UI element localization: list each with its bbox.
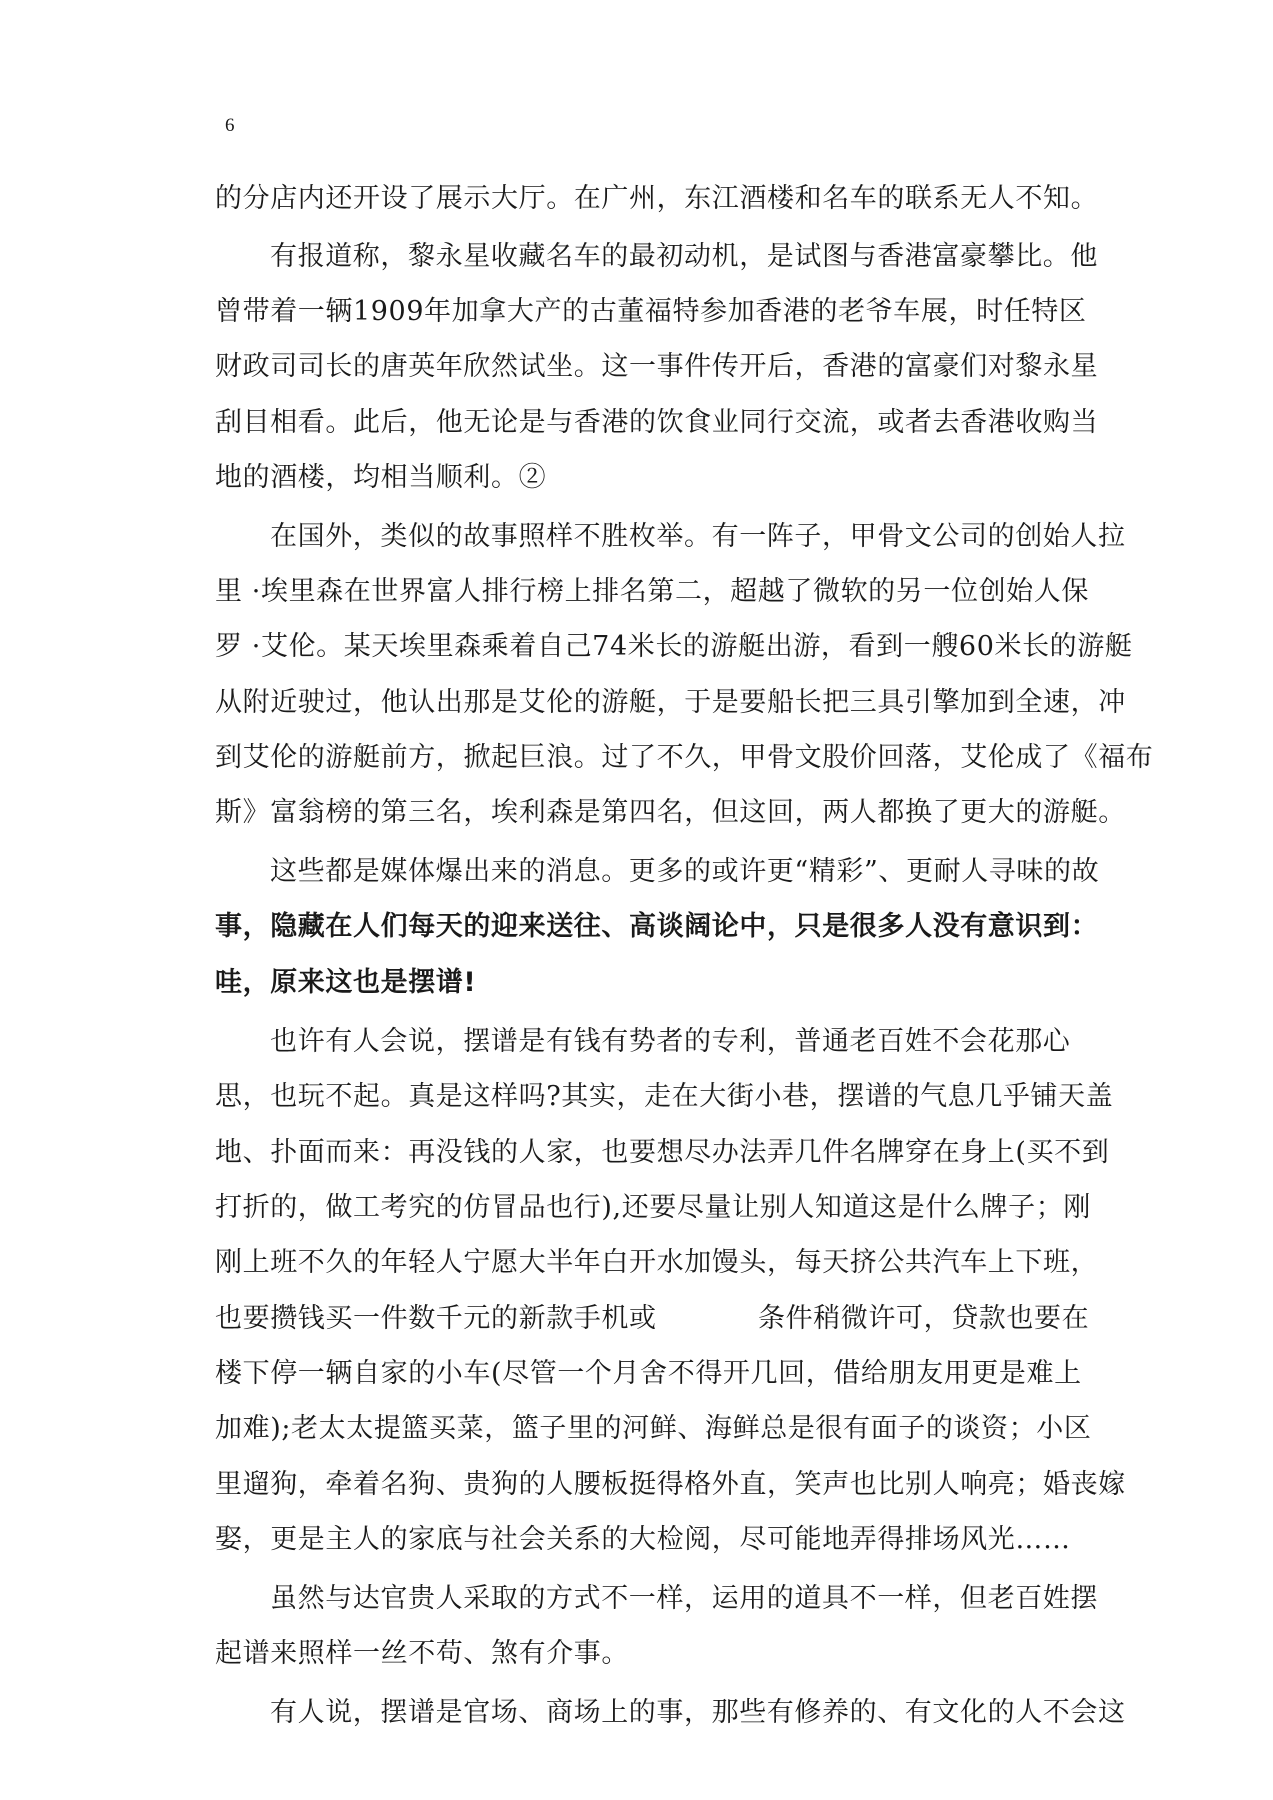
body-line: 里 ·埃里森在世界富人排行榜上排名第二，超越了微软的另一位创始人保 bbox=[215, 576, 1089, 607]
body-line: 刚上班不久的年轻人宁愿大半年白开水加馒头，每天挤公共汽车上下班， bbox=[215, 1247, 1099, 1278]
body-line: 起谱来照样一丝不苟、煞有介事。 bbox=[215, 1638, 629, 1669]
body-line: 地、扑面而来：再没钱的人家，也要想尽办法弄几件名牌穿在身上(买不到 bbox=[215, 1137, 1110, 1168]
paragraph-first-line: 也许有人会说，摆谱是有钱有势者的专利，普通老百姓不会花那心 bbox=[270, 1026, 1071, 1057]
emphasized-line: 哇，原来这也是摆谱! bbox=[215, 967, 477, 998]
body-line: 楼下停一辆自家的小车(尽管一个月舍不得开几回，借给朋友用更是难上 bbox=[215, 1358, 1082, 1389]
body-line: 从附近驶过，他认出那是艾伦的游艇，于是要船长把三具引擎加到全速，冲 bbox=[215, 687, 1126, 718]
body-line: 财政司司长的唐英年欣然试坐。这一事件传开后，香港的富豪们对黎永星 bbox=[215, 351, 1099, 382]
body-line: 里遛狗，牵着名狗、贵狗的人腰板挺得格外直，笑声也比别人响亮；婚丧嫁 bbox=[215, 1469, 1126, 1500]
paragraph-first-line: 在国外，类似的故事照样不胜枚举。有一阵子，甲骨文公司的创始人拉 bbox=[270, 521, 1126, 552]
page-number: 6 bbox=[225, 115, 235, 136]
body-line: 思，也玩不起。真是这样吗?其实，走在大街小巷，摆谱的气息几乎铺天盖 bbox=[215, 1081, 1114, 1112]
body-line: 曾带着一辆1909年加拿大产的古董福特参加香港的老爷车展，时任特区 bbox=[215, 296, 1087, 327]
body-line: 刮目相看。此后，他无论是与香港的饮食业同行交流，或者去香港收购当 bbox=[215, 407, 1099, 438]
paragraph-first-line: 虽然与达官贵人采取的方式不一样，运用的道具不一样，但老百姓摆 bbox=[270, 1583, 1098, 1614]
body-line: 娶，更是主人的家底与社会关系的大检阅，尽可能地弄得排场风光…… bbox=[215, 1524, 1071, 1555]
body-line-part-1: 也要攒钱买一件数千元的新款手机或 bbox=[215, 1303, 657, 1334]
body-line: 打折的，做工考究的仿冒品也行),还要尽量让别人知道这是什么牌子；刚 bbox=[215, 1192, 1091, 1223]
paragraph-first-line: 有人说，摆谱是官场、商场上的事，那些有修养的、有文化的人不会这 bbox=[270, 1697, 1126, 1728]
body-line: 罗 ·艾伦。某天埃里森乘着自己74米长的游艇出游，看到一艘60米长的游艇 bbox=[215, 631, 1133, 662]
paragraph-first-line: 有报道称，黎永星收藏名车的最初动机，是试图与香港富豪攀比。他 bbox=[270, 241, 1098, 272]
body-line: 加难);老太太提篮买菜，篮子里的河鲜、海鲜总是很有面子的谈资；小区 bbox=[215, 1413, 1092, 1444]
body-line: 地的酒楼，均相当顺利。② bbox=[215, 462, 547, 493]
body-line: 斯》富翁榜的第三名，埃利森是第四名，但这回，两人都换了更大的游艇。 bbox=[215, 797, 1126, 828]
body-line: 的分店内还开设了展示大厅。在广州，东江酒楼和名车的联系无人不知。 bbox=[215, 183, 1099, 214]
emphasized-line: 事，隐藏在人们每天的迎来送往、高谈阔论中，只是很多人没有意识到： bbox=[215, 911, 1099, 942]
body-line-part-2: 条件稍微许可，贷款也要在 bbox=[758, 1303, 1090, 1334]
paragraph-first-line: 这些都是媒体爆出来的消息。更多的或许更“精彩”、更耐人寻味的故 bbox=[270, 856, 1100, 887]
body-line: 到艾伦的游艇前方，掀起巨浪。过了不久，甲骨文股价回落，艾伦成了《福布 bbox=[215, 742, 1154, 773]
